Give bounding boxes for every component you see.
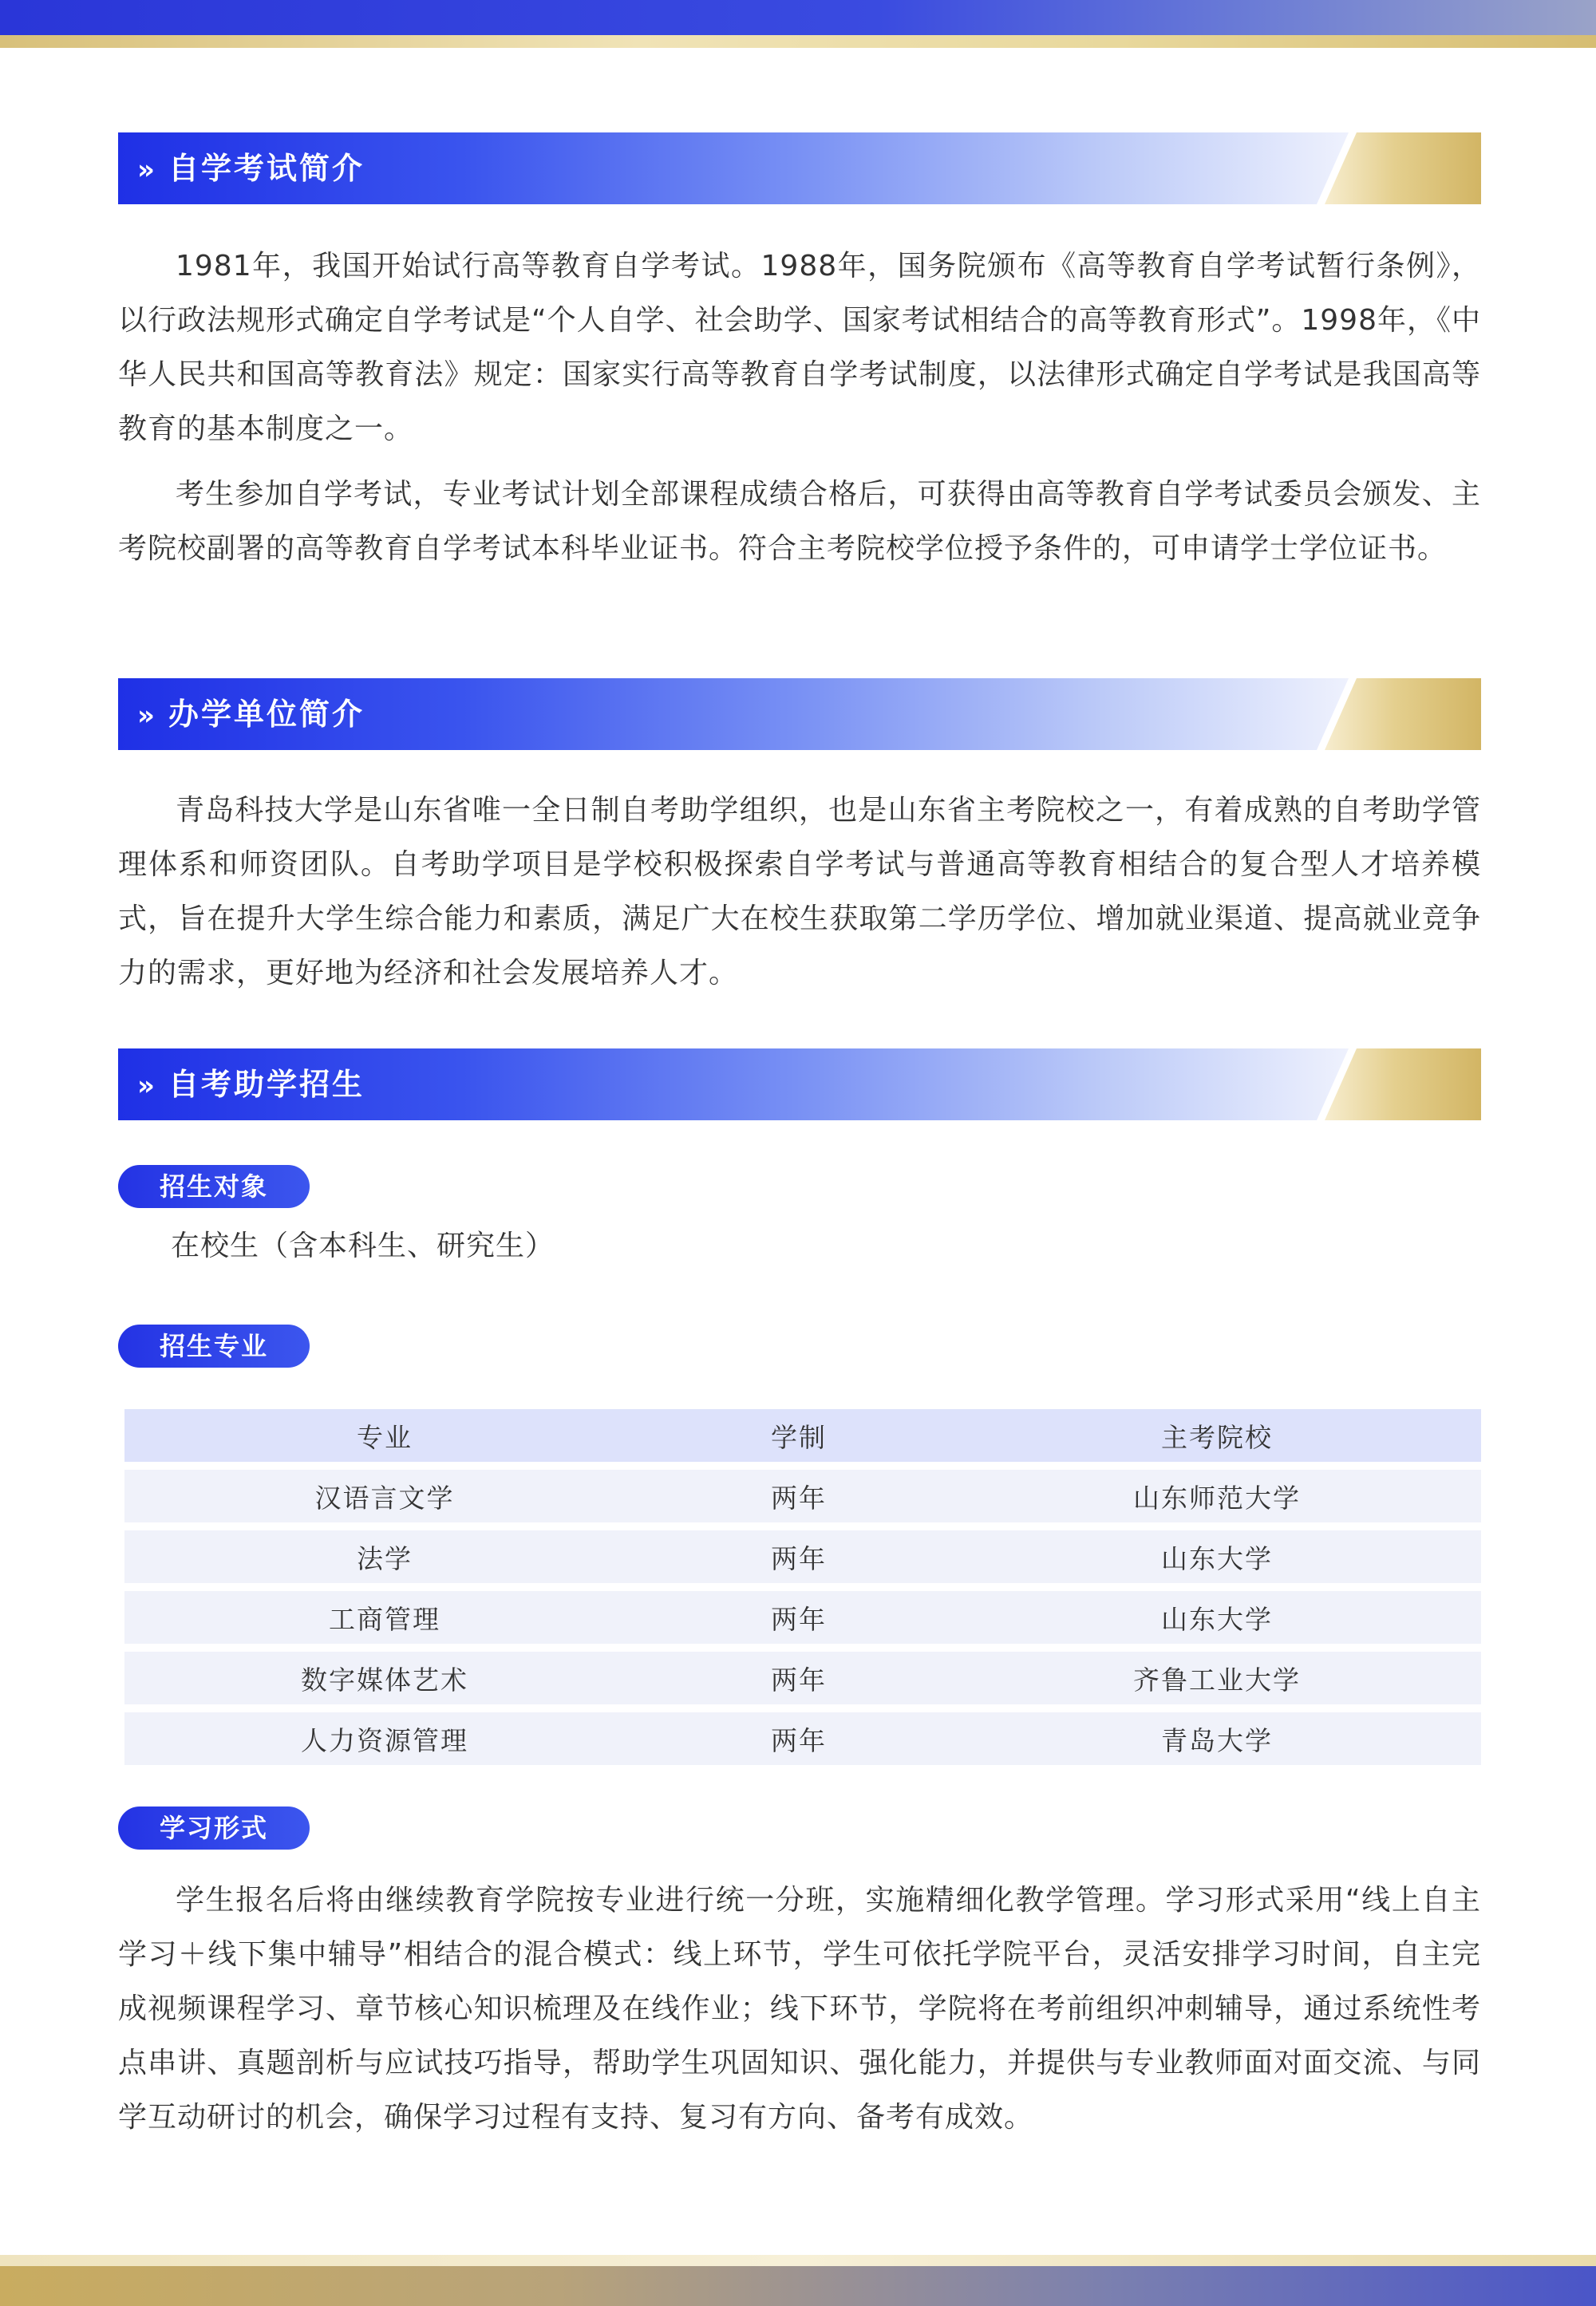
section-title	[137, 1048, 365, 1120]
table-row	[124, 1530, 1481, 1583]
table-row	[124, 1591, 1481, 1644]
pill-study-form: 学习形式	[118, 1806, 310, 1850]
double-chevron-icon: »	[137, 700, 157, 732]
cell-major: 人力资源管理	[124, 1712, 645, 1765]
cell-major: 工商管理	[124, 1591, 645, 1644]
cell-duration: 两年	[645, 1470, 953, 1522]
bottom-gold-stripe	[0, 2255, 1596, 2266]
cell-university: 山东大学	[953, 1530, 1481, 1583]
cell-duration: 两年	[645, 1652, 953, 1704]
school-paragraph: 青岛科技大学是山东省唯一全日制自考助学组织，也是山东省主考院校之一，有着成熟的自考助学管理体系和师资团队。自考助学项目是学校积极探索自学考试与普通高等教育相结合的复合型人才培养模式，旨在提升大学生综合能力和素质，满足广大在校生获取第二学历学位、增加就业渠道、提高就业竞争力的需求，更好地为经济和社会发展培养人才。	[118, 794, 1481, 989]
intro-paragraph-2: 考生参加自学考试，专业考试计划全部课程成绩合格后，可获得由高等教育自学考试委员会颁发、主考院校副署的高等教育自学考试本科毕业证书。符合主考院校学位授予条件的，可申请学士学位证书。	[118, 478, 1481, 565]
cell-university: 青岛大学	[953, 1712, 1481, 1765]
cell-university: 齐鲁工业大学	[953, 1652, 1481, 1704]
section-title	[137, 132, 365, 204]
section-header-school	[118, 678, 1481, 750]
section-title	[137, 678, 365, 750]
header-major: 专业	[124, 1409, 645, 1462]
cell-university: 山东大学	[953, 1591, 1481, 1644]
double-chevron-icon: »	[137, 154, 157, 186]
bottom-decorative-band	[0, 2266, 1596, 2306]
double-chevron-icon: »	[137, 1070, 157, 1102]
section-title-text: 自考助学招生	[168, 1067, 365, 1102]
table-row	[124, 1470, 1481, 1522]
table-header-row	[124, 1409, 1481, 1462]
cell-major: 法学	[124, 1530, 645, 1583]
cell-major: 数字媒体艺术	[124, 1652, 645, 1704]
section-header-enroll	[118, 1048, 1481, 1120]
cell-major: 汉语言文学	[124, 1470, 645, 1522]
header-university: 主考院校	[953, 1409, 1481, 1462]
majors-table	[124, 1401, 1481, 1773]
cell-duration: 两年	[645, 1591, 953, 1644]
cell-duration: 两年	[645, 1530, 953, 1583]
header-duration: 学制	[645, 1409, 953, 1462]
section-header-gold-tab	[1325, 1048, 1481, 1120]
pill-enroll-majors: 招生专业	[118, 1325, 310, 1368]
table-row	[124, 1712, 1481, 1765]
section-header-gold-tab	[1325, 132, 1481, 204]
section-title-text: 办学单位简介	[168, 697, 365, 732]
section-header-gold-tab	[1325, 678, 1481, 750]
cell-university: 山东师范大学	[953, 1470, 1481, 1522]
intro-paragraph-1: 1981年，我国开始试行高等教育自学考试。1988年，国务院颁布《高等教育自学考试暂行条例》，以行政法规形式确定自学考试是“个人自学、社会助学、国家考试相结合的高等教育形式”。1998年，《中华人民共和国高等教育法》规定：国家实行高等教育自学考试制度，以法律形式确定自学考试是我国高等教育的基本制度之一。	[118, 250, 1481, 445]
pill-enroll-target: 招生对象	[118, 1165, 310, 1208]
enroll-target-text: 在校生（含本科生、研究生）	[171, 1230, 555, 1262]
cell-duration: 两年	[645, 1712, 953, 1765]
top-decorative-band	[0, 0, 1596, 35]
top-gold-stripe	[0, 35, 1596, 48]
section-title-text: 自学考试简介	[168, 151, 365, 186]
section-header-intro	[118, 132, 1481, 204]
study-form-paragraph: 学生报名后将由继续教育学院按专业进行统一分班，实施精细化教学管理。学习形式采用“线上自主学习＋线下集中辅导”相结合的混合模式：线上环节，学生可依托学院平台，灵活安排学习时间，自主完成视频课程学习、章节核心知识梳理及在线作业；线下环节，学院将在考前组织冲刺辅导，通过系统性考点串讲、真题剖析与应试技巧指导，帮助学生巩固知识、强化能力，并提供与专业教师面对面交流、与同学互动研讨的机会，确保学习过程有支持、复习有方向、备考有成效。	[118, 1884, 1481, 2134]
table-row	[124, 1652, 1481, 1704]
